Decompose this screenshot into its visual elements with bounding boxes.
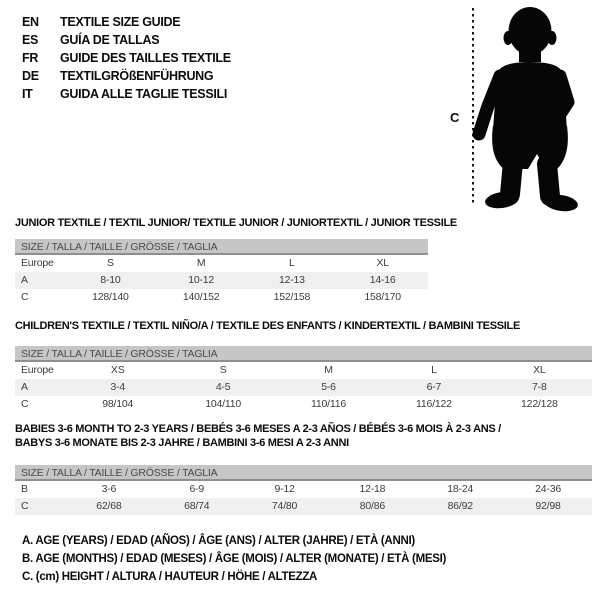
language-row-fr: [22, 49, 231, 67]
table-row: [15, 362, 592, 379]
language-title: GUIDA ALLE TAGLIE TESSILI: [60, 87, 228, 101]
table-cell: XL: [376, 257, 389, 269]
table-cell: 12-18: [359, 483, 386, 495]
table-cell: 12-13: [278, 274, 305, 286]
row-label: C: [21, 500, 29, 512]
row-label: A: [21, 274, 28, 286]
table-cell: 6-7: [426, 381, 442, 393]
language-row-de: [22, 67, 231, 85]
toddler-body: [479, 7, 579, 213]
table-cell: M: [324, 364, 333, 376]
legend-line-a: A. AGE (YEARS) / EDAD (AÑOS) / ÂGE (ANS) / ALTER (JAHRE) / ETÀ (ANNI): [22, 535, 415, 547]
language-row-en: [22, 13, 231, 31]
table-cell: 5-6: [321, 381, 336, 393]
legend-line-b: B. AGE (MONTHS) / EDAD (MESES) / ÂGE (MOIS) / ALTER (MONATE) / ETÀ (MESI): [22, 553, 447, 565]
language-title: GUÍA DE TALLAS: [60, 33, 160, 47]
table-cell: 140/152: [182, 291, 220, 303]
table-cell: 104/110: [205, 398, 241, 410]
row-label: C: [21, 291, 29, 303]
babies-size-header-bar: SIZE / TALLA / TAILLE / GRÖSSE / TAGLIA: [15, 465, 592, 481]
table-cell: 80/86: [359, 500, 386, 512]
language-code: EN: [22, 15, 39, 29]
table-cell: 116/122: [416, 398, 452, 410]
toddler-silhouette-figure: [440, 0, 600, 215]
junior-size-table: [15, 239, 428, 306]
children-size-header-bar: SIZE / TALLA / TAILLE / GRÖSSE / TAGLIA: [15, 346, 592, 362]
language-code: FR: [22, 51, 39, 65]
table-cell: 86/92: [447, 500, 473, 512]
table-cell: 122/128: [521, 398, 558, 410]
language-code: ES: [22, 33, 39, 47]
table-cell: 68/74: [184, 500, 210, 512]
language-title: TEXTILGRÖßENFÜHRUNG: [60, 69, 214, 83]
table-cell: 18-24: [447, 483, 474, 495]
table-cell: L: [431, 364, 437, 376]
table-cell: 62/68: [96, 500, 122, 512]
table-row: [15, 289, 428, 306]
table-cell: 3-6: [101, 483, 117, 495]
table-cell: 98/104: [102, 398, 134, 410]
table-cell: 152/158: [273, 291, 311, 303]
children-section-title: CHILDREN'S TEXTILE / TEXTIL NIÑO/A / TEXTILE DES ENFANTS / KINDERTEXTIL / BAMBINI TESSILE: [15, 320, 520, 332]
language-code: DE: [22, 69, 39, 83]
table-row: [15, 481, 592, 498]
table-cell: 24-36: [535, 483, 561, 495]
language-title: GUIDE DES TAILLES TEXTILE: [60, 51, 231, 65]
table-cell: 6-9: [189, 483, 205, 495]
table-cell: 110/116: [311, 398, 347, 410]
language-row-it: [22, 85, 231, 103]
junior-section-title: JUNIOR TEXTILE / TEXTIL JUNIOR/ TEXTILE JUNIOR / JUNIORTEXTIL / JUNIOR TESSILE: [15, 217, 457, 229]
table-cell: 14-16: [369, 274, 396, 286]
table-cell: S: [219, 364, 227, 376]
table-row: [15, 255, 428, 272]
table-cell: S: [106, 257, 114, 269]
table-cell: L: [289, 257, 295, 269]
table-cell: 74/80: [271, 500, 298, 512]
height-measure-label: C: [450, 110, 460, 125]
row-label: B: [21, 483, 28, 495]
table-cell: 92/98: [535, 500, 561, 512]
table-cell: XL: [533, 364, 546, 376]
table-cell: 128/140: [92, 291, 129, 303]
row-label: Europe: [21, 364, 54, 376]
table-row: [15, 379, 592, 396]
babies-size-table: [15, 465, 592, 515]
babies-section-title-line2: BABYS 3-6 MONATE BIS 2-3 JAHRE / BAMBINI 3-6 MESI A 2-3 ANNI: [15, 437, 349, 449]
legend-line-c: C. (cm) HEIGHT / ALTURA / HAUTEUR / HÖHE / ALTEZZA: [22, 571, 318, 583]
table-cell: 4-5: [215, 381, 231, 393]
language-code: IT: [22, 87, 33, 101]
table-cell: 10-12: [188, 274, 215, 286]
table-row: [15, 498, 592, 515]
row-label: A: [21, 381, 28, 393]
table-row: [15, 396, 592, 413]
language-row-es: [22, 31, 231, 49]
table-cell: 158/170: [364, 291, 401, 303]
table-cell: 8-10: [100, 274, 121, 286]
language-title: TEXTILE SIZE GUIDE: [60, 15, 181, 29]
junior-size-header-bar: SIZE / TALLA / TAILLE / GRÖSSE / TAGLIA: [15, 239, 428, 255]
row-label: Europe: [21, 257, 54, 269]
table-row: [15, 272, 428, 289]
language-header: [22, 13, 231, 103]
table-cell: 9-12: [274, 483, 295, 495]
children-size-table: [15, 346, 592, 413]
toddler-silhouette-icon: [440, 0, 600, 215]
row-label: C: [21, 398, 29, 410]
table-cell: XS: [110, 364, 125, 376]
table-cell: M: [196, 257, 206, 269]
measurement-legend: [22, 532, 446, 586]
table-cell: 3-4: [110, 381, 125, 393]
babies-section-title-line1: BABIES 3-6 MONTH TO 2-3 YEARS / BEBÉS 3-6 MESES A 2-3 AÑOS / BÉBÉS 3-6 MOIS À 2-3 ANS /: [15, 423, 501, 435]
table-cell: 7-8: [532, 381, 547, 393]
